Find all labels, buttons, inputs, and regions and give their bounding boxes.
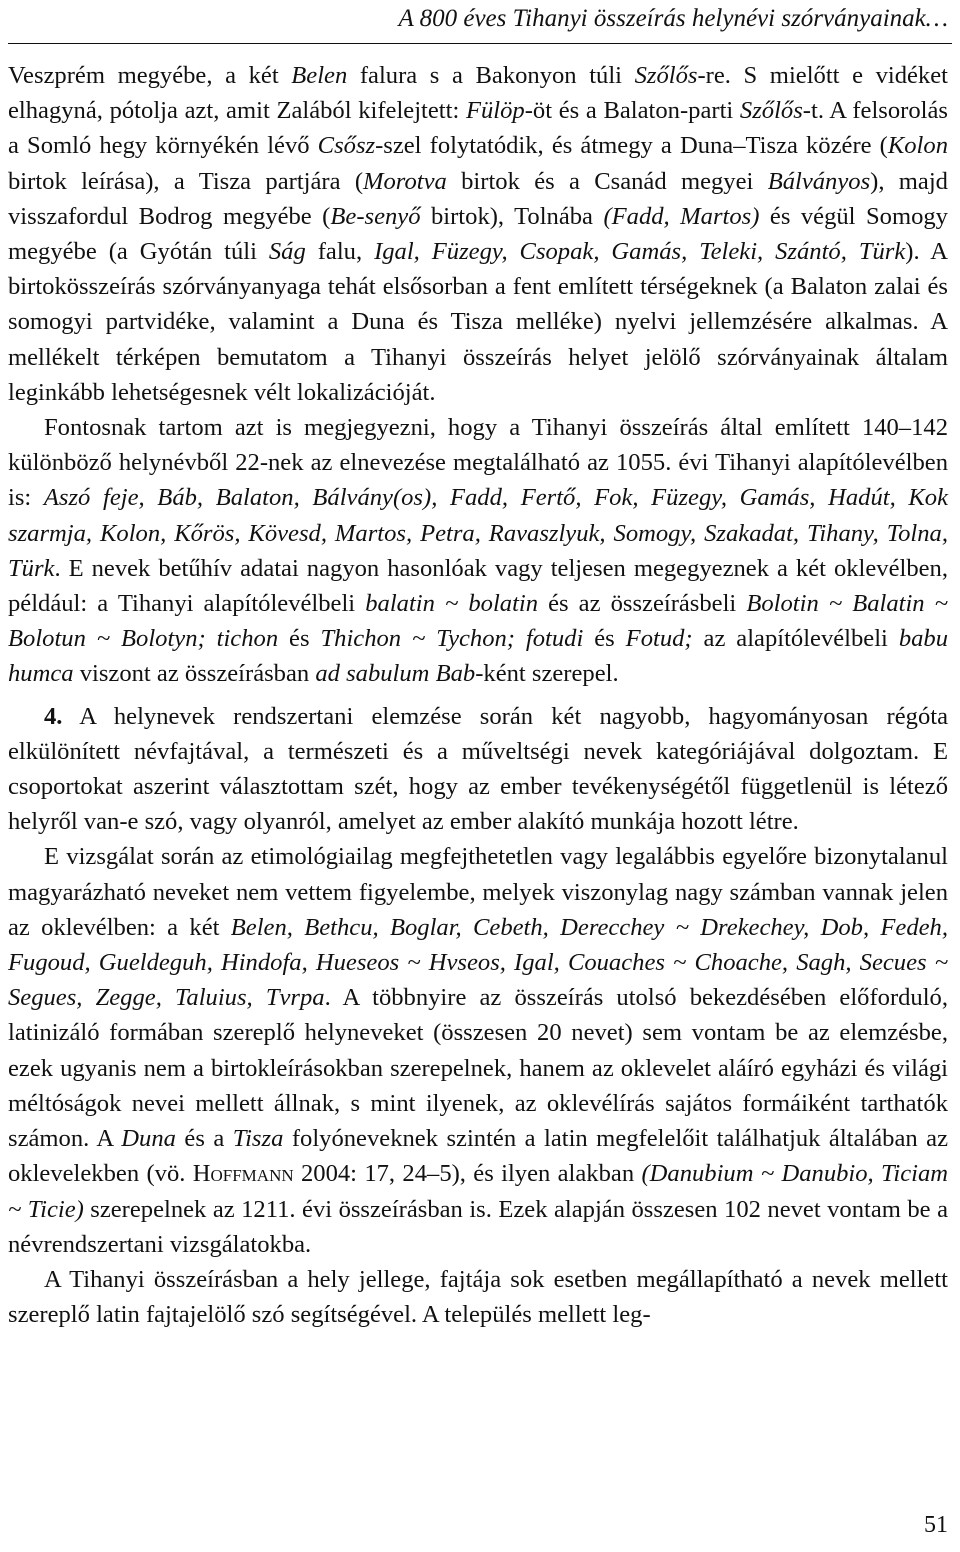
- text-run: ). A birtokösszeírás szórványanyaga tehát elsősorban a fent említett térségeknek (a Balaton zalai és somogyi partvidéke, valamint a Duna és Tisza melléke) nyelvi jellemzésére alkalmas. A mellékelt térképen bemutatom a Tihanyi összeírás helyet jelölő szórványainak általam leginkább lehetségesnek vélt lokalizációját.: [8, 238, 948, 406]
- italic-text: Aszó feje, Báb, Balaton, Bálvány(os), Fadd, Fertő, Fok, Füzegy, Gamás, Hadút, Kok szarmja, Kolon, Kőrös, Kövesd, Martos, Petra, Ravaszlyuk, Somogy, Szakadat, Tihany, Tolna, Türk: [8, 484, 948, 582]
- text-run: Fontosnak tartom azt is megjegyezni, hogy a Tihanyi összeírás által említett 140–142 különböző helynévből 22-nek az elnevezése megtalálható az 1055. évi Tihanyi alapítólevélben is:: [8, 414, 948, 512]
- text-run: és a: [175, 1125, 233, 1153]
- italic-text: Szőlős: [739, 97, 803, 125]
- running-header: A 800 éves Tihanyi összeírás helynévi szórványainak…: [398, 5, 948, 32]
- text-run: -t. A felsorolás a Somló hegy környékén lévő: [8, 97, 948, 160]
- page-number: 51: [924, 1512, 948, 1538]
- italic-text: Belen: [291, 62, 348, 89]
- text-run: és: [583, 625, 626, 653]
- author-citation: Hoffmann: [192, 1160, 294, 1188]
- italic-text: Be-senyő: [330, 202, 421, 230]
- text-run: falura s a Bakonyon túli: [347, 62, 635, 89]
- italic-text: Csősz: [317, 132, 376, 160]
- italic-text: Bolotin ~ Balatin ~ Bolotun ~ Bolotyn; tichon: [8, 590, 948, 653]
- italic-text: Bálványos: [767, 167, 871, 195]
- text-run: és: [278, 625, 321, 653]
- italic-text: Morotva: [363, 167, 447, 195]
- text-run: Veszprém megyébe, a két: [8, 62, 292, 89]
- paragraph: [8, 839, 948, 1261]
- italic-text: (Danubium ~ Danubio, Ticiam ~ Ticie): [8, 1160, 948, 1223]
- text-run: szerepelnek az 1211. évi összeírásban is. Ezek alapján összesen 102 nevet vontam be a névrendszertani vizsgálatokba.: [8, 1195, 948, 1258]
- italic-text: Ság: [268, 238, 306, 266]
- header-divider: [8, 43, 952, 44]
- italic-text: Fülöp: [465, 97, 525, 125]
- italic-text: Szőlős: [634, 62, 698, 89]
- text-run: -ként szerepel.: [475, 660, 619, 688]
- text-run: birtok leírása), a Tisza partjára (: [8, 167, 364, 195]
- text-run: birtok), Tolnába: [420, 202, 604, 230]
- text-run: E vizsgálat során az etimológiailag megfejthetetlen vagy legalábbis egyelőre bizonytalanul magyarázható neveket nem vettem figyelembe, melyek viszonylag nagy számban vannak jelen az oklevélben: a két: [8, 843, 948, 941]
- text-run: A helynevek rendszertani elemzése során két nagyobb, hagyományosan régóta elkülönített névfajtával, a természeti és a műveltségi nevek kategóriájával dolgoztam. E csoportokat aszerint választottam szét, hogy az ember tevékenységétől függetlenül is létező helyről van-e szó, vagy olyanról, amelyet az ember alakító munkája hozott létre.: [8, 702, 948, 836]
- text-run: -szel folytatódik, és átmegy a Duna–Tisza közére (: [375, 132, 888, 160]
- italic-text: Igal, Füzegy, Csopak, Gamás, Teleki, Szántó, Türk: [374, 238, 906, 266]
- paragraph: [8, 410, 948, 692]
- paragraph: [8, 1262, 948, 1332]
- text-run: -öt és a Balaton-parti: [524, 97, 740, 125]
- text-run: birtok és a Csanád megyei: [446, 167, 768, 195]
- text-run: falu,: [305, 238, 375, 266]
- italic-text: Fotud;: [625, 625, 693, 653]
- italic-text: balatin ~ bolatin: [365, 590, 539, 618]
- section-number: 4.: [44, 702, 63, 730]
- text-run: A Tihanyi összeírásban a hely jellege, fajtája sok esetben megállapítható a nevek mellett szereplő latin fajtajelölő szó segítségével. A település mellett leg-: [8, 1265, 948, 1329]
- paragraph: [8, 58, 948, 410]
- italic-text: babu humca: [8, 625, 948, 688]
- text-run: . E nevek betűhív adatai nagyon hasonlóak vagy teljesen megegyeznek a két oklevélben, például: a Tihanyi alapítólevélbeli: [8, 554, 948, 618]
- text-run: folyóneveknek szintén a latin megfelelőit találhatjuk általában az oklevelekben (vö.: [8, 1125, 948, 1188]
- text-run: -re. S mielőtt e vidéket elhagyná, pótolja azt, amit Zalából kifelejtett:: [8, 62, 948, 125]
- text-run: . A többnyire az összeírás utolsó bekezdésében előforduló, latinizáló formában szereplő helyneveket (összesen 20 nevet) sem vontam be az elemzésbe, ezek ugyanis nem a birtokleírásokban szerepelnek, hanem az oklevelet aláíró egyházi és világi méltóságok nevei mellett állnak, s mint ilyenek, az oklevélírás sajátos formáiként tarthatók számon. A: [8, 984, 949, 1153]
- text-run: ), majd visszafordul Bodrog megyébe (: [8, 167, 948, 230]
- italic-text: Kolon: [887, 132, 948, 160]
- body-text: [8, 58, 948, 1332]
- italic-text: Duna: [121, 1125, 176, 1153]
- italic-text: ad sabulum Bab: [315, 660, 476, 688]
- text-run: 2004: 17, 24–5), és ilyen alakban: [293, 1160, 642, 1188]
- paragraph: [8, 699, 948, 840]
- text-run: az alapítólevélbeli: [692, 625, 899, 653]
- italic-text: (Fadd, Martos): [603, 202, 760, 230]
- text-run: és az összeírásbeli: [538, 590, 747, 618]
- text-run: és végül Somogy megyébe (a Gyótán túli: [8, 202, 948, 266]
- italic-text: Thichon ~ Tychon; fotudi: [320, 625, 584, 653]
- italic-text: Belen, Bethcu, Boglar, Cebeth, Derecchey ~ Drekechey, Dob, Fedeh, Fugoud, Gueldeguh, Hindofa, Hueseos ~ Hvseos, Igal, Couaches ~ Choache, Sagh, Secues ~ Segues, Zegge, Taluius, Tvrpa: [8, 913, 949, 1012]
- text-run: viszont az összeírásban: [73, 660, 316, 688]
- italic-text: Tisza: [232, 1125, 284, 1153]
